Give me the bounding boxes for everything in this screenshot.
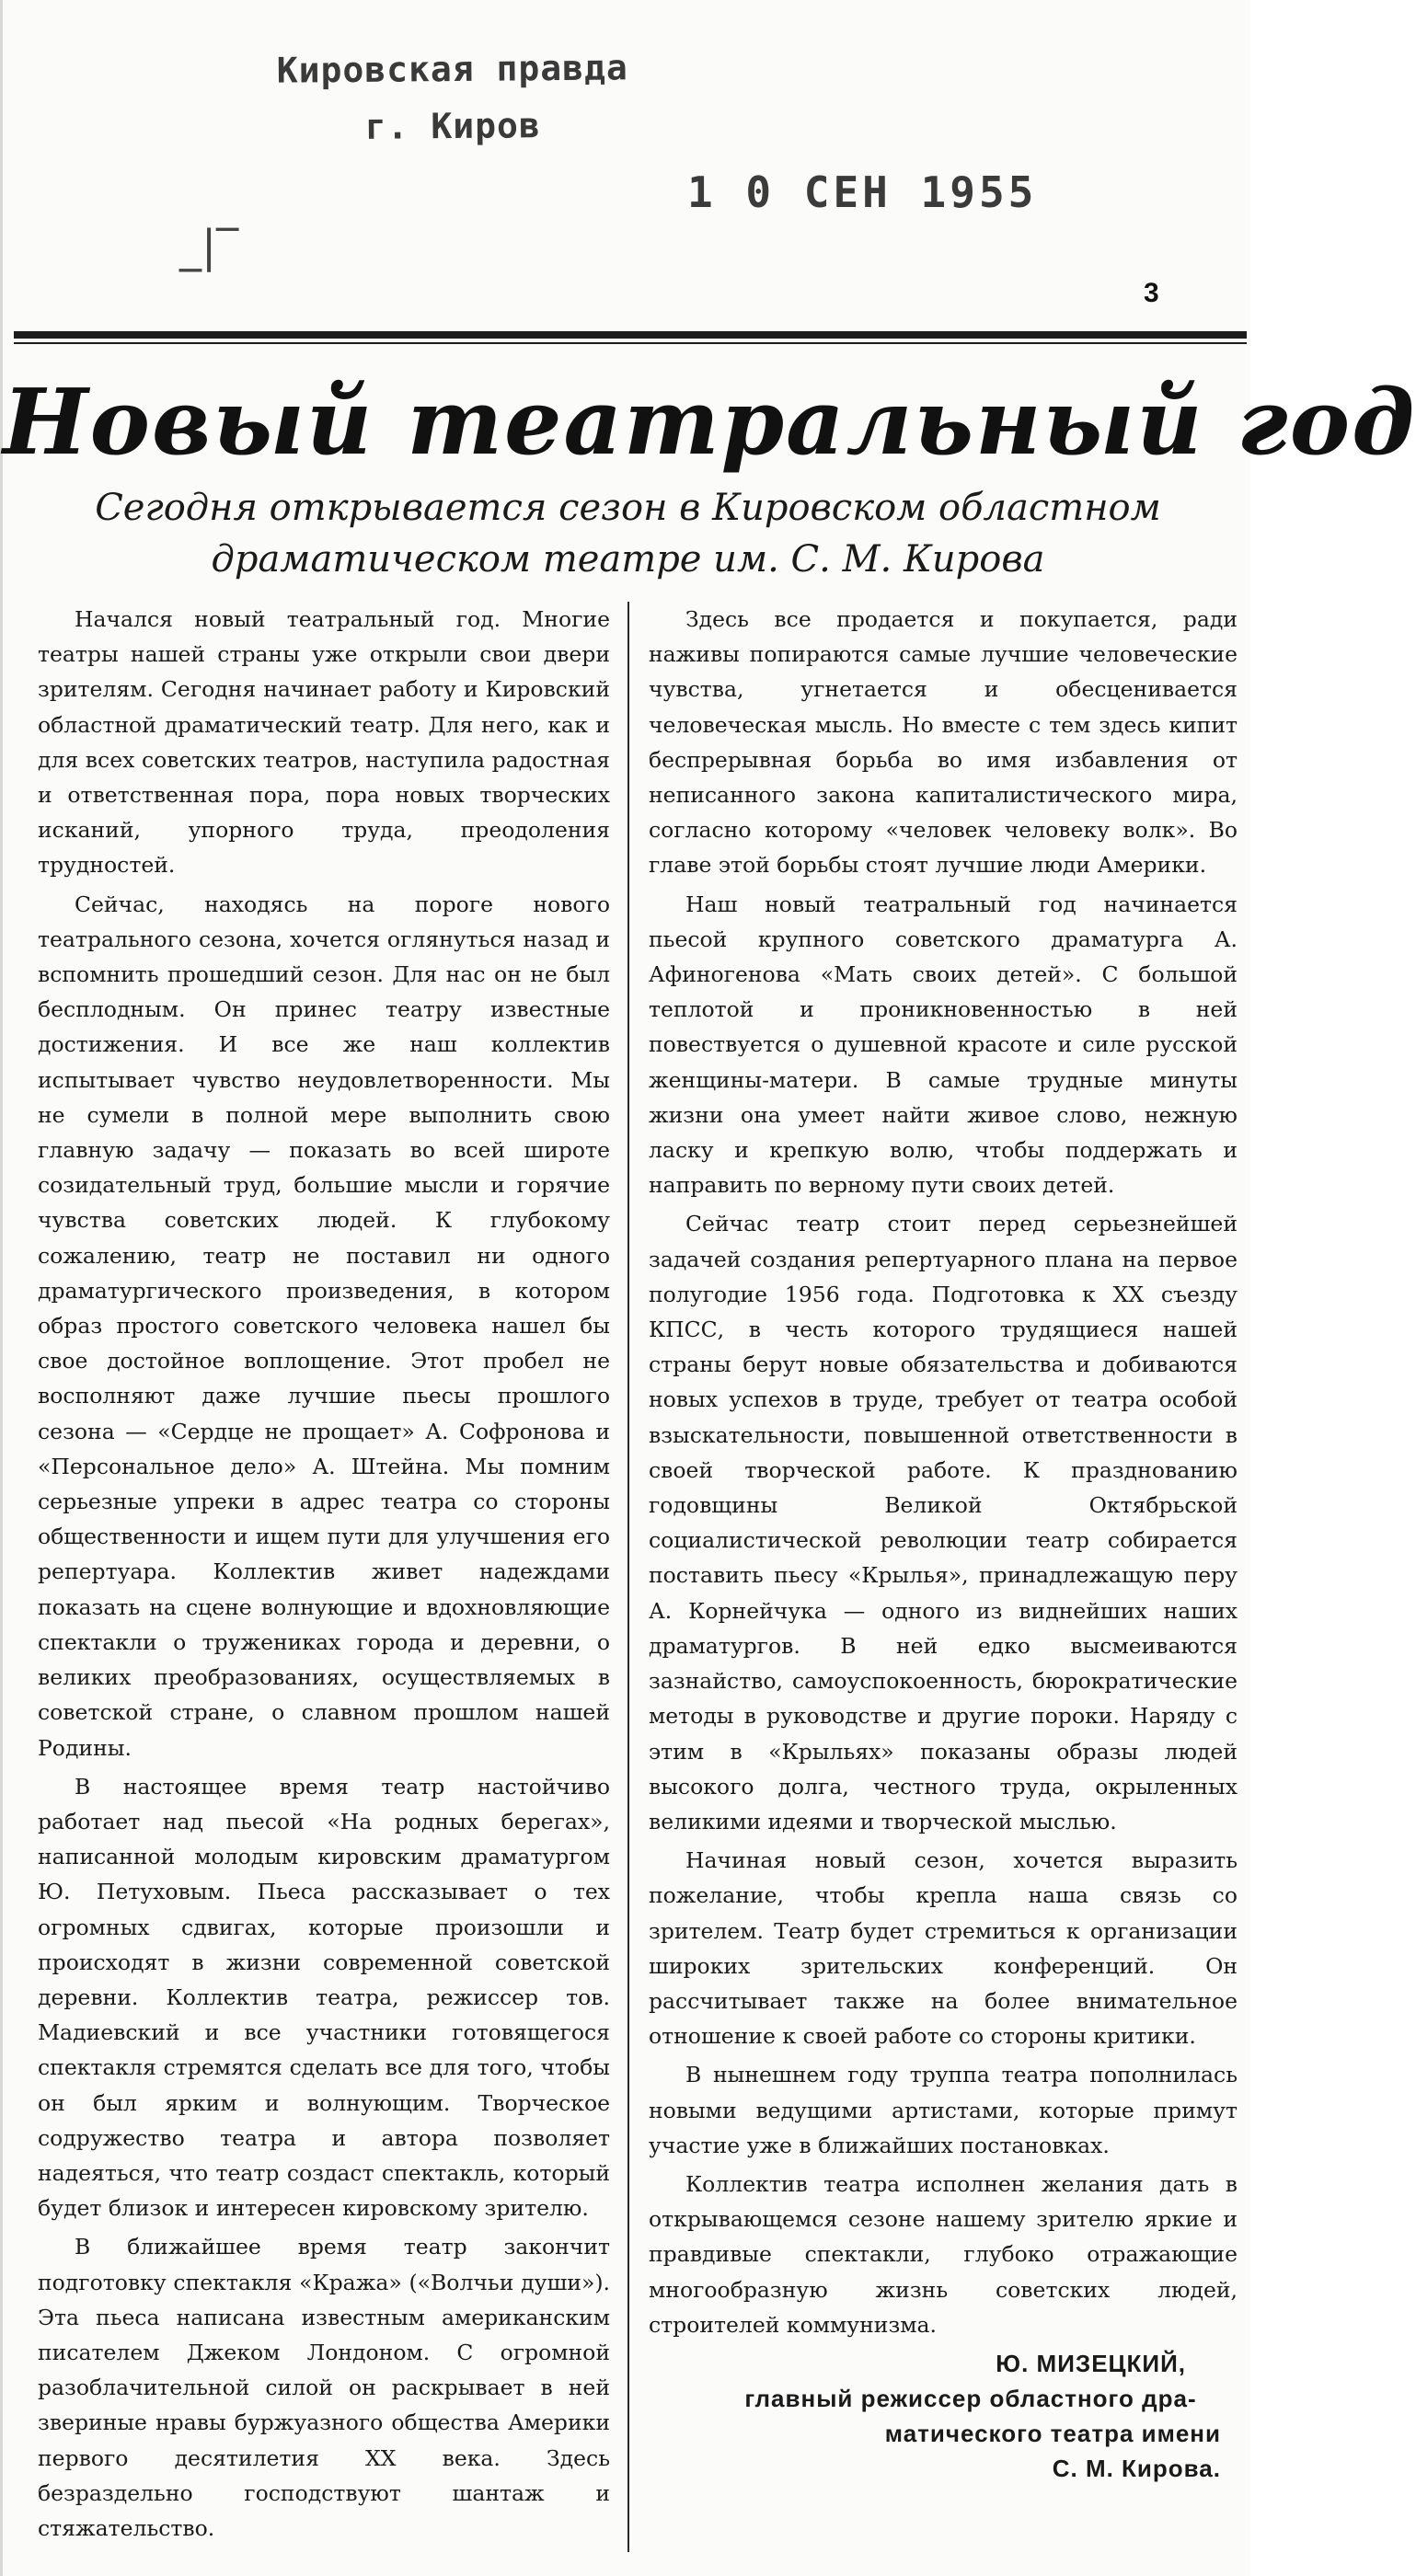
paragraph: В ближайшее время театр закончит подготовку спектакля «Кража» («Волчьи души»). Эта пьеса написана известным американским писателем Джеком Лондоном. С огромной разоблачительной силой он раскрывает в ней звериные нравы буржуазного общества Америки первого десятилетия XX века. Здесь безраздельно господствуют шантаж и стяжательство. xyxy=(38,2234,610,2541)
date-stamp: 1 0 СЕН 1955 xyxy=(687,167,1038,217)
article-subtitle xyxy=(3,482,1253,585)
paragraph: Сейчас театр стоит перед серьезнейшей задачей создания репертуарного плана на первое полугодие 1956 года. Подготовка к XX съезду КПСС, в честь которого трудящиеся нашей страны берут новые обязательства и добиваются новых успехов в труде, требует от театра особой взыскательности, повышенной ответственности в своей творческой работе. К празднованию годовщины Великой Октябрьской социалистической революции театр собирается поставить пьесу «Крылья», принадлежащую перу А. Корнейчука — одного из виднейших наших драматургов. В ней едко высмеиваются зазнайство, самоуспокоенность, бюрократические методы в руководстве и другие пороки. Наряду с этим в «Крыльях» показаны образы людей высокого долга, честного труда, окрыленных великими идеями и творческой мыслью. xyxy=(649,1211,1238,1834)
paragraph: В нынешнем году труппа театра пополнилась новыми ведущими артистами, которые примут участие уже в ближайших постановках. xyxy=(649,2062,1238,2158)
page-number: 3 xyxy=(1144,278,1159,308)
author-name: Ю. МИЗЕЦКИЙ, xyxy=(996,2349,1186,2377)
source-stamp-city: г. Киров xyxy=(364,105,541,147)
paragraph: Сейчас, находясь на пороге нового театрального сезона, хочется оглянуться назад и вспомнить прошедший сезон. Для нас он не был бесплодным. Он принес театру известные достижения. И все же наш коллектив испытывает чувство неудовлетворенности. Мы не сумели в полной мере выполнить свою главную задачу — показать во всей широте созидательный труд, большие мысли и горячие чувства советских людей. К глубокому сожалению, театр не поставил ни одного драматургического произведения, в котором образ простого советского человека нашел бы свое достойное воплощение. Этот пробел не восполняют даже лучшие пьесы прошлого сезона — «Сердце не прощает» А. Софронова и «Персональное дело» А. Штейна. Мы помним серьезные упреки в адрес театра со стороны общественности и ищем пути для улучшения его репертуара. Коллектив живет надеждами показать на сцене волнующие и вдохновляющие спектакли о тружениках города и деревни, о великих преобразованиях, осуществляемых в советской стране, о славном прошлом нашей Родины. xyxy=(38,891,610,1761)
article-column-right xyxy=(649,602,1238,2486)
paragraph: В настоящее время театр настойчиво работает над пьесой «На родных берегах», написанной молодым кировским драматургом Ю. Петуховым. Пьеса рассказывает о тех огромных сдвигах, которые произошли и происходят в жизни современной советской деревни. Коллектив театра, режиссер тов. Мадиевский и все участники готовящегося спектакля стремятся сделать все для того, чтобы он был ярким и волнующим. Творческое содружество театра и автора позволяет надеяться, что театр создаст спектакль, который будет близок и интересен кировскому зрителю. xyxy=(38,1773,610,2222)
paragraph: Здесь все продается и покупается, ради наживы попираются самые лучшие человеческие чувства, угнетается и обесценивается человеческая мысль. Но вместе с тем здесь кипит беспрерывная борьба во имя избавления от неписанного закона капиталистического мира, согласно которому «человек человеку волк». Во главе этой борьбы стоят лучшие люди Америки. xyxy=(649,606,1238,879)
handwritten-mark: _|‾ xyxy=(179,221,239,272)
author-role: главный режиссер областного дра- xyxy=(744,2384,1197,2412)
header-rule xyxy=(14,331,1247,339)
header-rule-thin xyxy=(14,342,1247,344)
paragraph: Наш новый театральный год начинается пьесой крупного советского драматурга А. Афиногенова «Мать своих детей». С большой теплотой и проникновенностью в ней повествуется о душевной красоте и силе русской женщины-матери. В самые трудные минуты жизни она умеет найти живое слово, нежную ласку и крепкую волю, чтобы поддержать и направить по верному пути своих детей. xyxy=(649,891,1238,1199)
article-title: Новый театральный год xyxy=(3,370,1416,476)
source-stamp xyxy=(276,39,628,155)
column-divider xyxy=(627,602,629,2552)
article-subtitle-line: драматическом театре им. С. М. Кирова xyxy=(211,538,1045,581)
article-subtitle-line: Сегодня открывается сезон в Кировском областном xyxy=(95,487,1161,529)
article-column-left xyxy=(38,602,610,2549)
author-role: матического театра имени xyxy=(884,2419,1221,2447)
paragraph: Начиная новый сезон, хочется выразить пожелание, чтобы крепла наша связь со зрителем. Театр будет стремиться к организации широких зрительских конференций. Он рассчитывает также на более внимательное отношение к своей работе со стороны критики. xyxy=(649,1847,1238,2050)
source-stamp-newspaper: Кировская правда xyxy=(276,47,628,91)
author-signature xyxy=(649,2346,1238,2486)
paragraph: Начался новый театральный год. Многие театры нашей страны уже открыли свои двери зрителям. Сегодня начинает работу и Кировский областной драматический театр. Для него, как и для всех советских театров, наступила радостная и ответственная пора, пора новых творческих исканий, упорного труда, преодоления трудностей. xyxy=(38,606,610,879)
paragraph: Коллектив театра исполнен желания дать в открывающемся сезоне нашему зрителю яркие и правдивые спектакли, глубоко отражающие многообразную жизнь советских людей, строителей коммунизма. xyxy=(649,2170,1238,2338)
author-role: С. М. Кирова. xyxy=(1052,2454,1221,2482)
